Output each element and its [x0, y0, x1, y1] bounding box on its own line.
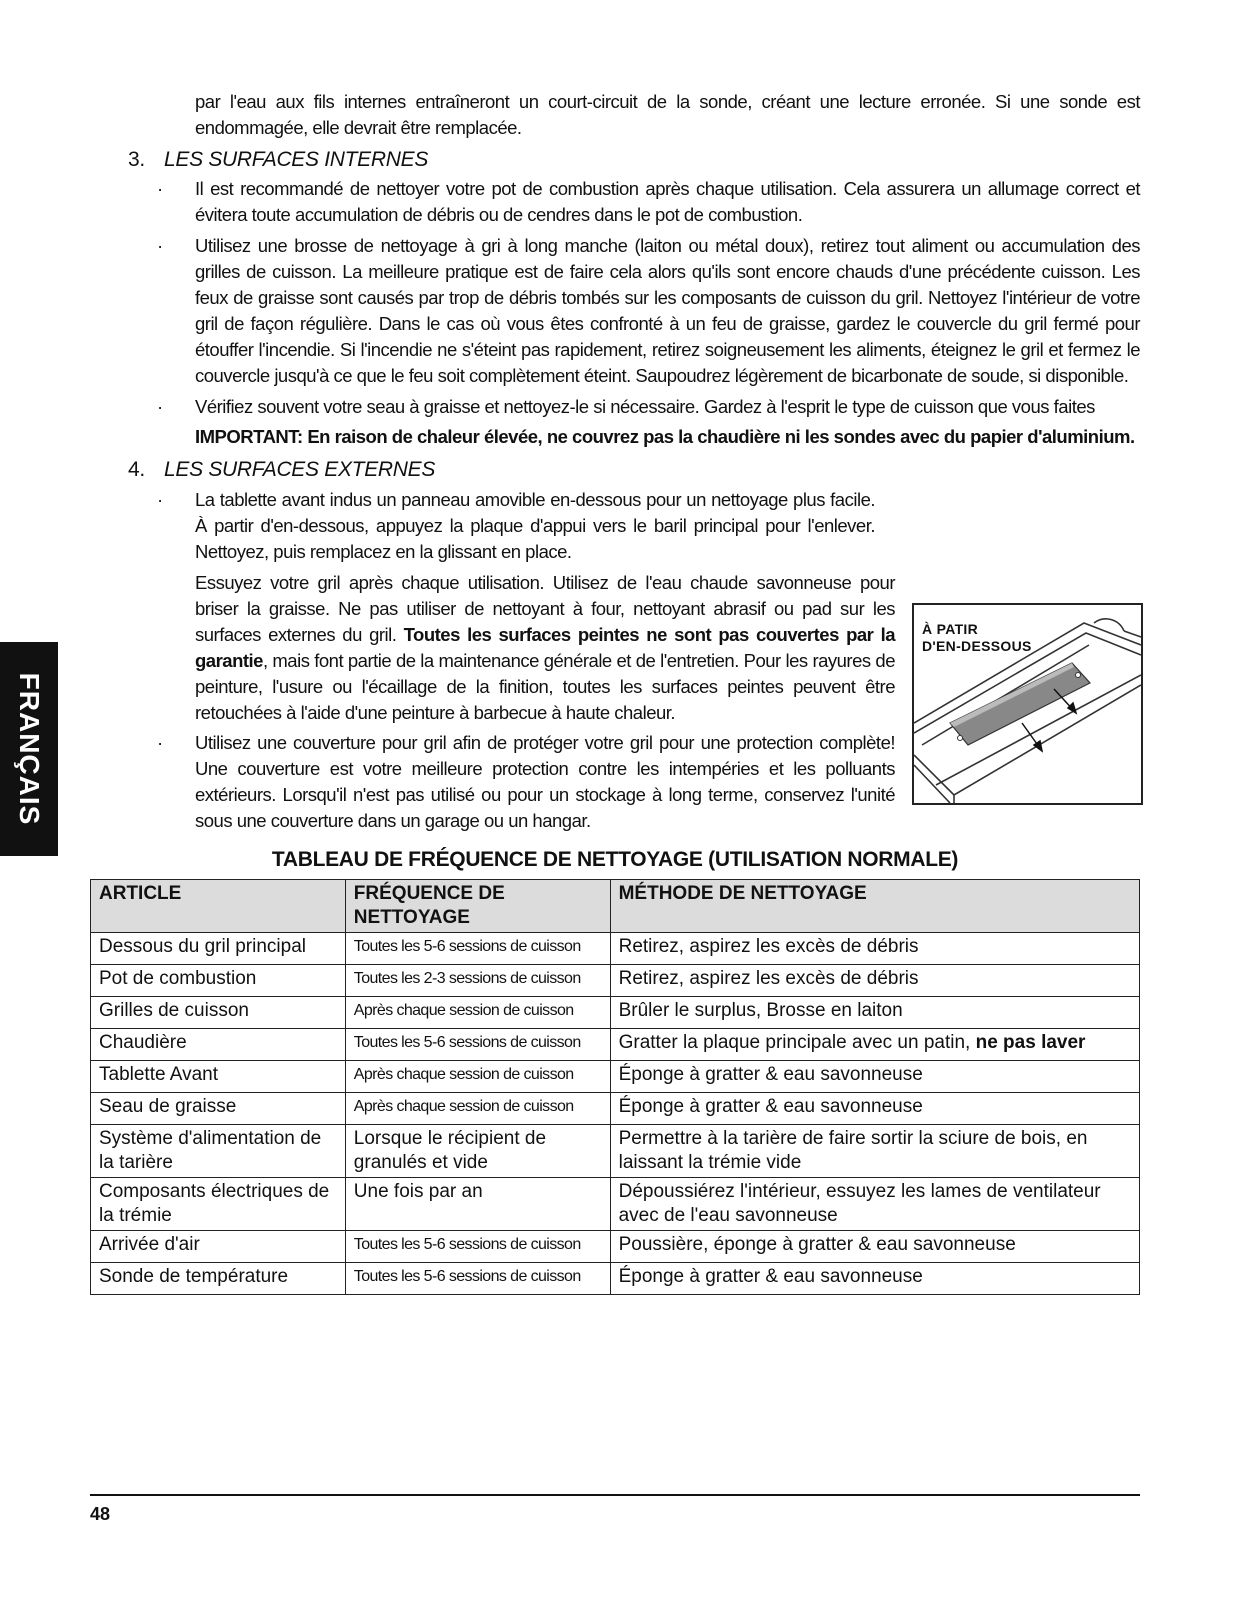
method-text: Gratter la plaque principale avec un patin, [618, 1032, 976, 1053]
cell-article: Dessous du gril principal [91, 933, 346, 965]
figure-label-line: D'EN-DESSOUS [922, 638, 1032, 654]
bullet-dot: · [157, 489, 163, 510]
section-3-heading [128, 148, 428, 172]
cell-article: Arrivée d'air [91, 1231, 346, 1263]
figure-label-line: À PATIR [922, 621, 979, 637]
cell-frequency: Toutes les 5-6 sessions de cuisson [345, 1231, 610, 1263]
section-4-number: 4. [128, 458, 145, 481]
table-row [91, 1061, 1140, 1093]
bullet-text: Utilisez une couverture pour gril afin de protéger votre gril pour une protection complète! Une couverture est votre meilleure protection contre les intempéries et les polluants extérieurs. Lorsqu'il n'est pas utilisé ou pour un stockage à long terme, conservez l'unité sous une couverture dans un garage ou un hangar. [195, 732, 895, 831]
section-4-heading [128, 458, 435, 482]
bullet-text: Vérifiez souvent votre seau à graisse et nettoyez-le si nécessaire. Gardez à l'esprit le type de cuisson que vous faites [195, 396, 1095, 417]
cell-article: Système d'alimentation de la tarière [91, 1125, 346, 1178]
section-4-bullet [157, 730, 895, 834]
cell-method: Éponge à gratter & eau savonneuse [610, 1061, 1139, 1093]
bullet-text: Il est recommandé de nettoyer votre pot de combustion après chaque utilisation. Cela assurera un allumage correct et évitera toute accumulation de débris ou de cendres dans le pot de combustion. [195, 178, 1140, 225]
cell-method: Dépoussiérez l'intérieur, essuyez les lames de ventilateur avec de l'eau savonneuse [610, 1178, 1139, 1231]
table-row [91, 933, 1140, 965]
bullet-text: Utilisez une brosse de nettoyage à gri à long manche (laiton ou métal doux), retirez tout aliment ou accumulation des grilles de cuisson. La meilleure pratique est de faire cela alors qu'ils sont encore chauds d'une précédente cuisson. Les feux de graisse sont causés par trop de débris tombés sur les composants de cuisson du gril. Nettoyez l'intérieur de votre gril de façon régulière. Dans le cas où vous êtes confronté à un feu de graisse, gardez le couvercle du gril fermé pour étouffer l'incendie. Si l'incendie ne s'éteint pas rapidement, retirez soigneusement les aliments, éteignez le gril et fermez le couvercle jusqu'à ce que le feu soit complètement éteint. Saupoudrez légèrement de bicarbonate de soude, si disponible. [195, 235, 1140, 386]
cell-method: Poussière, éponge à gratter & eau savonneuse [610, 1231, 1139, 1263]
cell-frequency: Toutes les 5-6 sessions de cuisson [345, 933, 610, 965]
table-row [91, 1178, 1140, 1231]
cell-article: Pot de combustion [91, 965, 346, 997]
warranty-note: Toutes les surfaces peintes ne sont pas couvertes par la garantie [195, 624, 895, 671]
language-label: FRANÇAIS [14, 672, 45, 826]
cell-frequency: Toutes les 5-6 sessions de cuisson [345, 1029, 610, 1061]
page-number: 48 [90, 1504, 111, 1524]
section-3-bullet [157, 176, 1140, 228]
cell-method: Retirez, aspirez les excès de débris [610, 965, 1139, 997]
important-note: IMPORTANT: En raison de chaleur élevée, ne couvrez pas la chaudière ni les sondes avec du papier d'aluminium. [195, 426, 1135, 447]
cell-article: Sonde de température [91, 1263, 346, 1295]
table-row [91, 997, 1140, 1029]
grill-shelf-figure [912, 603, 1143, 805]
cell-article: Chaudière [91, 1029, 346, 1061]
table-row [91, 1125, 1140, 1178]
cell-article: Composants électriques de la trémie [91, 1178, 346, 1231]
cell-method: Retirez, aspirez les excès de débris [610, 933, 1139, 965]
language-side-tab [0, 642, 58, 856]
bullet-dot: · [157, 235, 163, 256]
cell-frequency: Une fois par an [345, 1178, 610, 1231]
bullet-text: La tablette avant indus un panneau amovible en-dessous pour un nettoyage plus facile. À partir d'en-dessous, appuyez la plaque d'appui vers le baril principal pour l'enlever. Nettoyez, puis remplacez en la glissant en place. [195, 489, 875, 562]
cell-article: Seau de graisse [91, 1093, 346, 1125]
cell-frequency: Après chaque session de cuisson [345, 1061, 610, 1093]
bullet-dot: · [157, 732, 163, 753]
paragraph-text: , mais font partie de la maintenance générale et de l'entretien. Pour les rayures de peinture, l'usure ou l'écaillage de la finition, toutes les surfaces peintes peuvent être retouchées à l'aide d'une peinture à barbecue à haute chaleur. [195, 650, 895, 723]
column-header-article: ARTICLE [91, 880, 346, 933]
cell-frequency: Toutes les 2-3 sessions de cuisson [345, 965, 610, 997]
table-row [91, 1231, 1140, 1263]
paragraph-text: Essuyez votre gril après chaque utilisation. Utilisez de l'eau chaude savonneuse pour briser la graisse. Ne pas utiliser de nettoyant à four, nettoyant abrasif ou pad sur les surfaces externes du gril. [195, 572, 895, 645]
table-row [91, 1263, 1140, 1295]
cell-method: Permettre à la tarière de faire sortir la sciure de bois, en laissant la trémie vide [610, 1125, 1139, 1178]
column-header-frequency: FRÉQUENCE DE NETTOYAGE [345, 880, 610, 933]
bullet-dot: · [157, 396, 163, 417]
section-3-bullet [157, 394, 1140, 420]
cleaning-frequency-table [90, 879, 1140, 1295]
table-row [91, 965, 1140, 997]
cell-frequency: Toutes les 5-6 sessions de cuisson [345, 1263, 610, 1295]
figure-label [922, 621, 1032, 655]
table-title: TABLEAU DE FRÉQUENCE DE NETTOYAGE (UTILISATION NORMALE) [271, 848, 959, 871]
table-row [91, 1029, 1140, 1061]
cell-article: Grilles de cuisson [91, 997, 346, 1029]
bullet-dot: · [157, 178, 163, 199]
cell-method [610, 1029, 1139, 1061]
table-row [91, 1093, 1140, 1125]
cell-article: Tablette Avant [91, 1061, 346, 1093]
table-header-row [91, 880, 1140, 933]
section-4-bullet [157, 487, 875, 565]
cell-method: Brûler le surplus, Brosse en laiton [610, 997, 1139, 1029]
cell-frequency: Après chaque session de cuisson [345, 997, 610, 1029]
section-3-number: 3. [128, 148, 145, 171]
section-3-title: LES SURFACES INTERNES [164, 148, 429, 171]
intro-paragraph: par l'eau aux fils internes entraîneront un court-circuit de la sonde, créant une lecture erronée. Si une sonde est endommagée, elle devrait être remplacée. [195, 91, 1140, 138]
cell-frequency: Lorsque le récipient de granulés et vide [345, 1125, 610, 1178]
section-4-paragraph [195, 570, 895, 726]
cell-method: Éponge à gratter & eau savonneuse [610, 1093, 1139, 1125]
cell-method: Éponge à gratter & eau savonneuse [610, 1263, 1139, 1295]
column-header-method: MÉTHODE DE NETTOYAGE [610, 880, 1139, 933]
footer-rule [90, 1494, 1140, 1496]
section-3-bullet [157, 233, 1140, 389]
method-warning: ne pas laver [975, 1032, 1086, 1053]
section-4-title: LES SURFACES EXTERNES [164, 458, 436, 481]
cell-frequency: Après chaque session de cuisson [345, 1093, 610, 1125]
